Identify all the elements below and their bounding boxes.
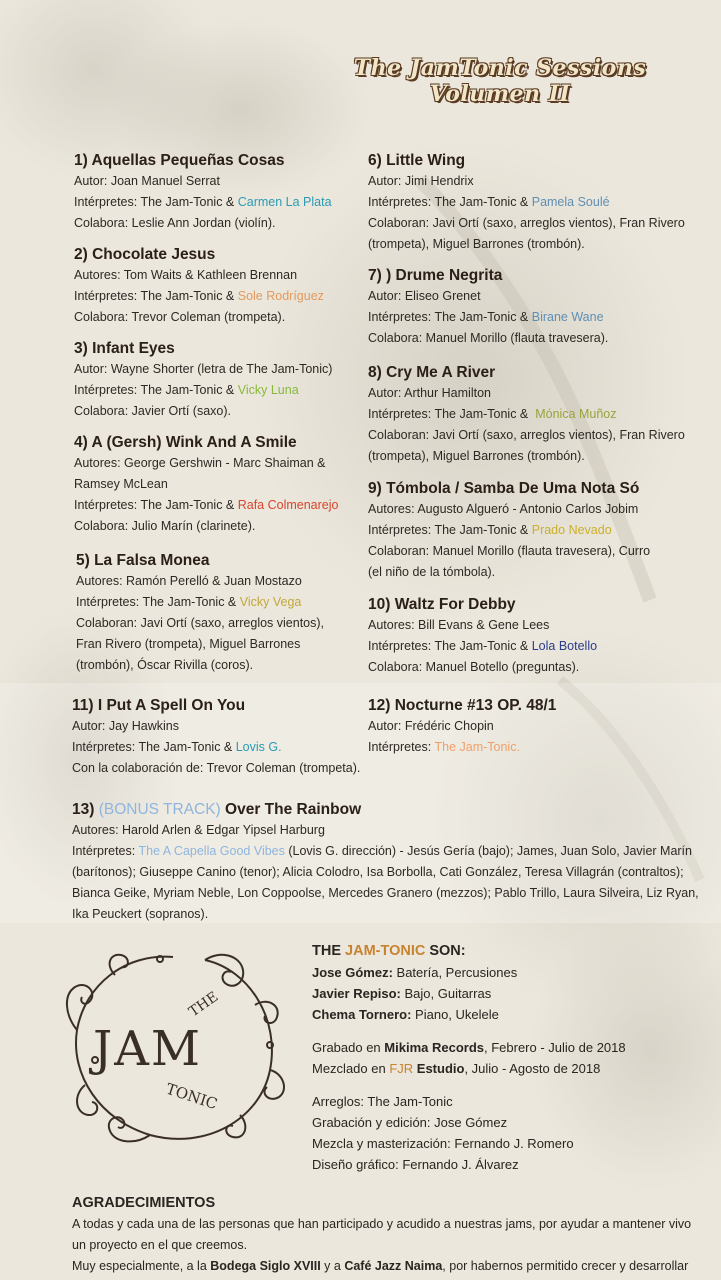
track-author: Autor: Eliseo Grenet [368,289,481,303]
track-interpretes: Intérpretes: The A Capella Good Vibes (Lovis G. dirección) - Jesús Gería (bajo); James, Juan Solo, Javier Marín [72,844,692,858]
track-interpretes: Intérpretes: The Jam-Tonic & Prado Nevado [368,523,612,537]
band-member: Javier Repiso: Bajo, Guitarras [312,986,492,1001]
track-colabora: Colaboran: Javi Ortí (saxo, arreglos vientos), [76,616,325,630]
track-5 [76,550,324,676]
track-author: Autor: Jay Hawkins [72,719,179,733]
track-title: 6) Little Wing [368,152,466,169]
track-7 [368,265,608,349]
track-2 [74,244,324,328]
jam-tonic-logo [55,945,290,1150]
track-10 [368,594,597,678]
track-interpretes: Intérpretes: The Jam-Tonic & Lovis G. [72,740,282,754]
track-colabora: Colabora: Trevor Coleman (trompeta). [74,310,286,324]
track-interpretes: Intérpretes: The Jam-Tonic & Mónica Muñoz [368,407,617,421]
track-author: Autor: Jimi Hendrix [368,174,474,188]
track-colabora: Colabora: Manuel Morillo (flauta travesera). [368,331,609,345]
guest-name: The A Capella Good Vibes [138,844,285,858]
track-author: Autores: Ramón Perelló & Juan Mostazo [76,574,302,588]
band-member: Jose Gómez: Batería, Percusiones [312,965,518,980]
track-9 [368,478,650,583]
track-title: 4) A (Gersh) Wink And A Smile [74,434,297,451]
thanks-header: AGRADECIMIENTOS [72,1195,216,1211]
track-4 [74,432,338,537]
track-author: Autor: Frédéric Chopin [368,719,494,733]
guest-name: Sole Rodríguez [237,289,324,303]
band-header: THE JAM-TONIC SON: [312,943,466,959]
track-1 [74,150,332,234]
track-colabora: Colabora: Leslie Ann Jordan (violín). [74,216,276,230]
track-colabora-cont: (el niño de la tómbola). [368,565,496,579]
track-title: 9) Tómbola / Samba De Uma Nota Só [368,480,640,497]
track-title: 10) Waltz For Debby [368,596,516,613]
track-title: 1) Aquellas Pequeñas Cosas [74,152,285,169]
credit-line: Diseño gráfico: Fernando J. Álvarez [312,1157,519,1172]
track-3 [74,338,332,422]
track-interpretes: Intérpretes: The Jam-Tonic & Rafa Colmenarejo [74,498,339,512]
track-colabora-cont: Fran Rivero (trompeta), Miguel Barrones [76,637,301,651]
track-colabora: Colaboran: Javi Ortí (saxo, arreglos vientos), Fran Rivero [368,428,685,442]
track-12 [368,695,556,758]
track-author: Autores: George Gershwin - Marc Shaiman & [74,456,326,470]
track-author: Autor: Wayne Shorter (letra de The Jam-Tonic) [74,362,333,376]
thanks-line: A todas y cada una de las personas que han participado y acudido a nuestras jams, por ayudar a mantener vivo [72,1217,692,1231]
guest-name: The Jam-Tonic. [434,740,520,754]
track-interpretes: Intérpretes: The Jam-Tonic & Lola Botello [368,639,598,653]
track-interpretes: Intérpretes: The Jam-Tonic & Vicky Luna [74,383,299,397]
track-interpretes-cont: Bianca Geike, Myriam Neble, Lon Coppoolse, Mercedes Granero (mezzos); Pablo Trillo, Laura Silveira, Liz Ryan, [72,886,699,900]
track-author: Autores: Augusto Algueró - Antonio Carlos Jobim [368,502,639,516]
track-interpretes-cont: Ika Peuckert (sopranos). [72,907,209,921]
track-title: 7) ) Drume Negrita [368,267,503,284]
track-interpretes: Intérpretes: The Jam-Tonic & Pamela Soulé [368,195,610,209]
logo-tonic: TONIC [163,1079,220,1114]
track-13 [72,799,712,925]
credit-line: Arreglos: The Jam-Tonic [312,1094,453,1109]
track-interpretes: Intérpretes: The Jam-Tonic & Vicky Vega [76,595,302,609]
track-colabora: Colaboran: Javi Ortí (saxo, arreglos vientos), Fran Rivero [368,216,685,230]
track-author: Autores: Tom Waits & Kathleen Brennan [74,268,298,282]
track-title: 8) Cry Me A River [368,364,496,381]
track-interpretes: Intérpretes: The Jam-Tonic & Birane Wane [368,310,604,324]
recorded-line: Grabado en Mikima Records, Febrero - Julio de 2018 [312,1040,626,1055]
band-member: Chema Tornero: Piano, Ukelele [312,1007,499,1022]
track-colabora-cont: (trompeta), Miguel Barrones (trombón). [368,449,585,463]
track-11 [72,695,360,779]
bonus-track-label: (BONUS TRACK) [98,801,221,818]
track-colabora: Colaboran: Manuel Morillo (flauta travesera), Curro [368,544,651,558]
track-author: Autor: Joan Manuel Serrat [74,174,220,188]
track-colabora: Colabora: Manuel Botello (preguntas). [368,660,580,674]
track-title: 5) La Falsa Monea [76,552,210,569]
thanks-line: Muy especialmente, a la Bodega Siglo XVIII y a Café Jazz Naima, por habernos permitido crecer y desarrollar [72,1259,689,1273]
logo-the: THE [186,988,222,1021]
thanks-line: un proyecto en el que creemos. [72,1238,248,1252]
track-interpretes: Intérpretes: The Jam-Tonic. [368,740,520,754]
track-interpretes-cont: (barítonos); Giuseppe Canino (tenor); Alicia Colodro, Isa Borbolla, Cati González, Teresa Villagrán (contraltos); [72,865,684,879]
guest-name: Carmen La Plata [237,195,332,209]
track-author: Autores: Bill Evans & Gene Lees [368,618,550,632]
guest-name: Vicky Luna [237,383,299,397]
credit-line: Mezcla y masterización: Fernando J. Romero [312,1136,574,1151]
track-title: 2) Chocolate Jesus [74,246,216,263]
track-interpretes: Intérpretes: The Jam-Tonic & Carmen La Plata [74,195,332,209]
track-title: 3) Infant Eyes [74,340,175,357]
guest-name: Vicky Vega [239,595,302,609]
acknowledgements [72,1192,712,1277]
track-colabora: Con la colaboración de: Trevor Coleman (trompeta). [72,761,361,775]
page-title: The JamTonic Sessions Volumen II [353,55,647,107]
track-colabora: Colabora: Javier Ortí (saxo). [74,404,231,418]
guest-name: Mónica Muñoz [535,407,617,421]
track-colabora: Colabora: Julio Marín (clarinete). [74,519,256,533]
track-title: 12) Nocturne #13 OP. 48/1 [368,697,557,714]
mixed-line: Mezclado en FJR Estudio, Julio - Agosto de 2018 [312,1061,601,1076]
track-author: Autor: Arthur Hamilton [368,386,491,400]
guest-name: Rafa Colmenarejo [237,498,339,512]
guest-name: Prado Nevado [531,523,612,537]
track-interpretes: Intérpretes: The Jam-Tonic & Sole Rodríguez [74,289,324,303]
credit-line: Grabación y edición: Jose Gómez [312,1115,508,1130]
band-credits [312,940,702,1175]
track-6 [368,150,685,255]
track-author: Autores: Harold Arlen & Edgar Yipsel Harburg [72,823,325,837]
track-title: 11) I Put A Spell On You [72,697,246,714]
track-8 [368,362,685,467]
guest-name: Lola Botello [531,639,598,653]
guest-name: Lovis G. [235,740,282,754]
track-title: 13) (BONUS TRACK) Over The Rainbow [72,801,362,818]
guest-name: Pamela Soulé [531,195,610,209]
track-colabora-cont: (trompeta), Miguel Barrones (trombón). [368,237,585,251]
logo-jam: JAM [93,1021,203,1077]
track-author-cont: Ramsey McLean [74,477,168,491]
guest-name: Birane Wane [531,310,604,324]
track-colabora-cont: (trombón), Óscar Rivilla (coros). [76,658,254,672]
